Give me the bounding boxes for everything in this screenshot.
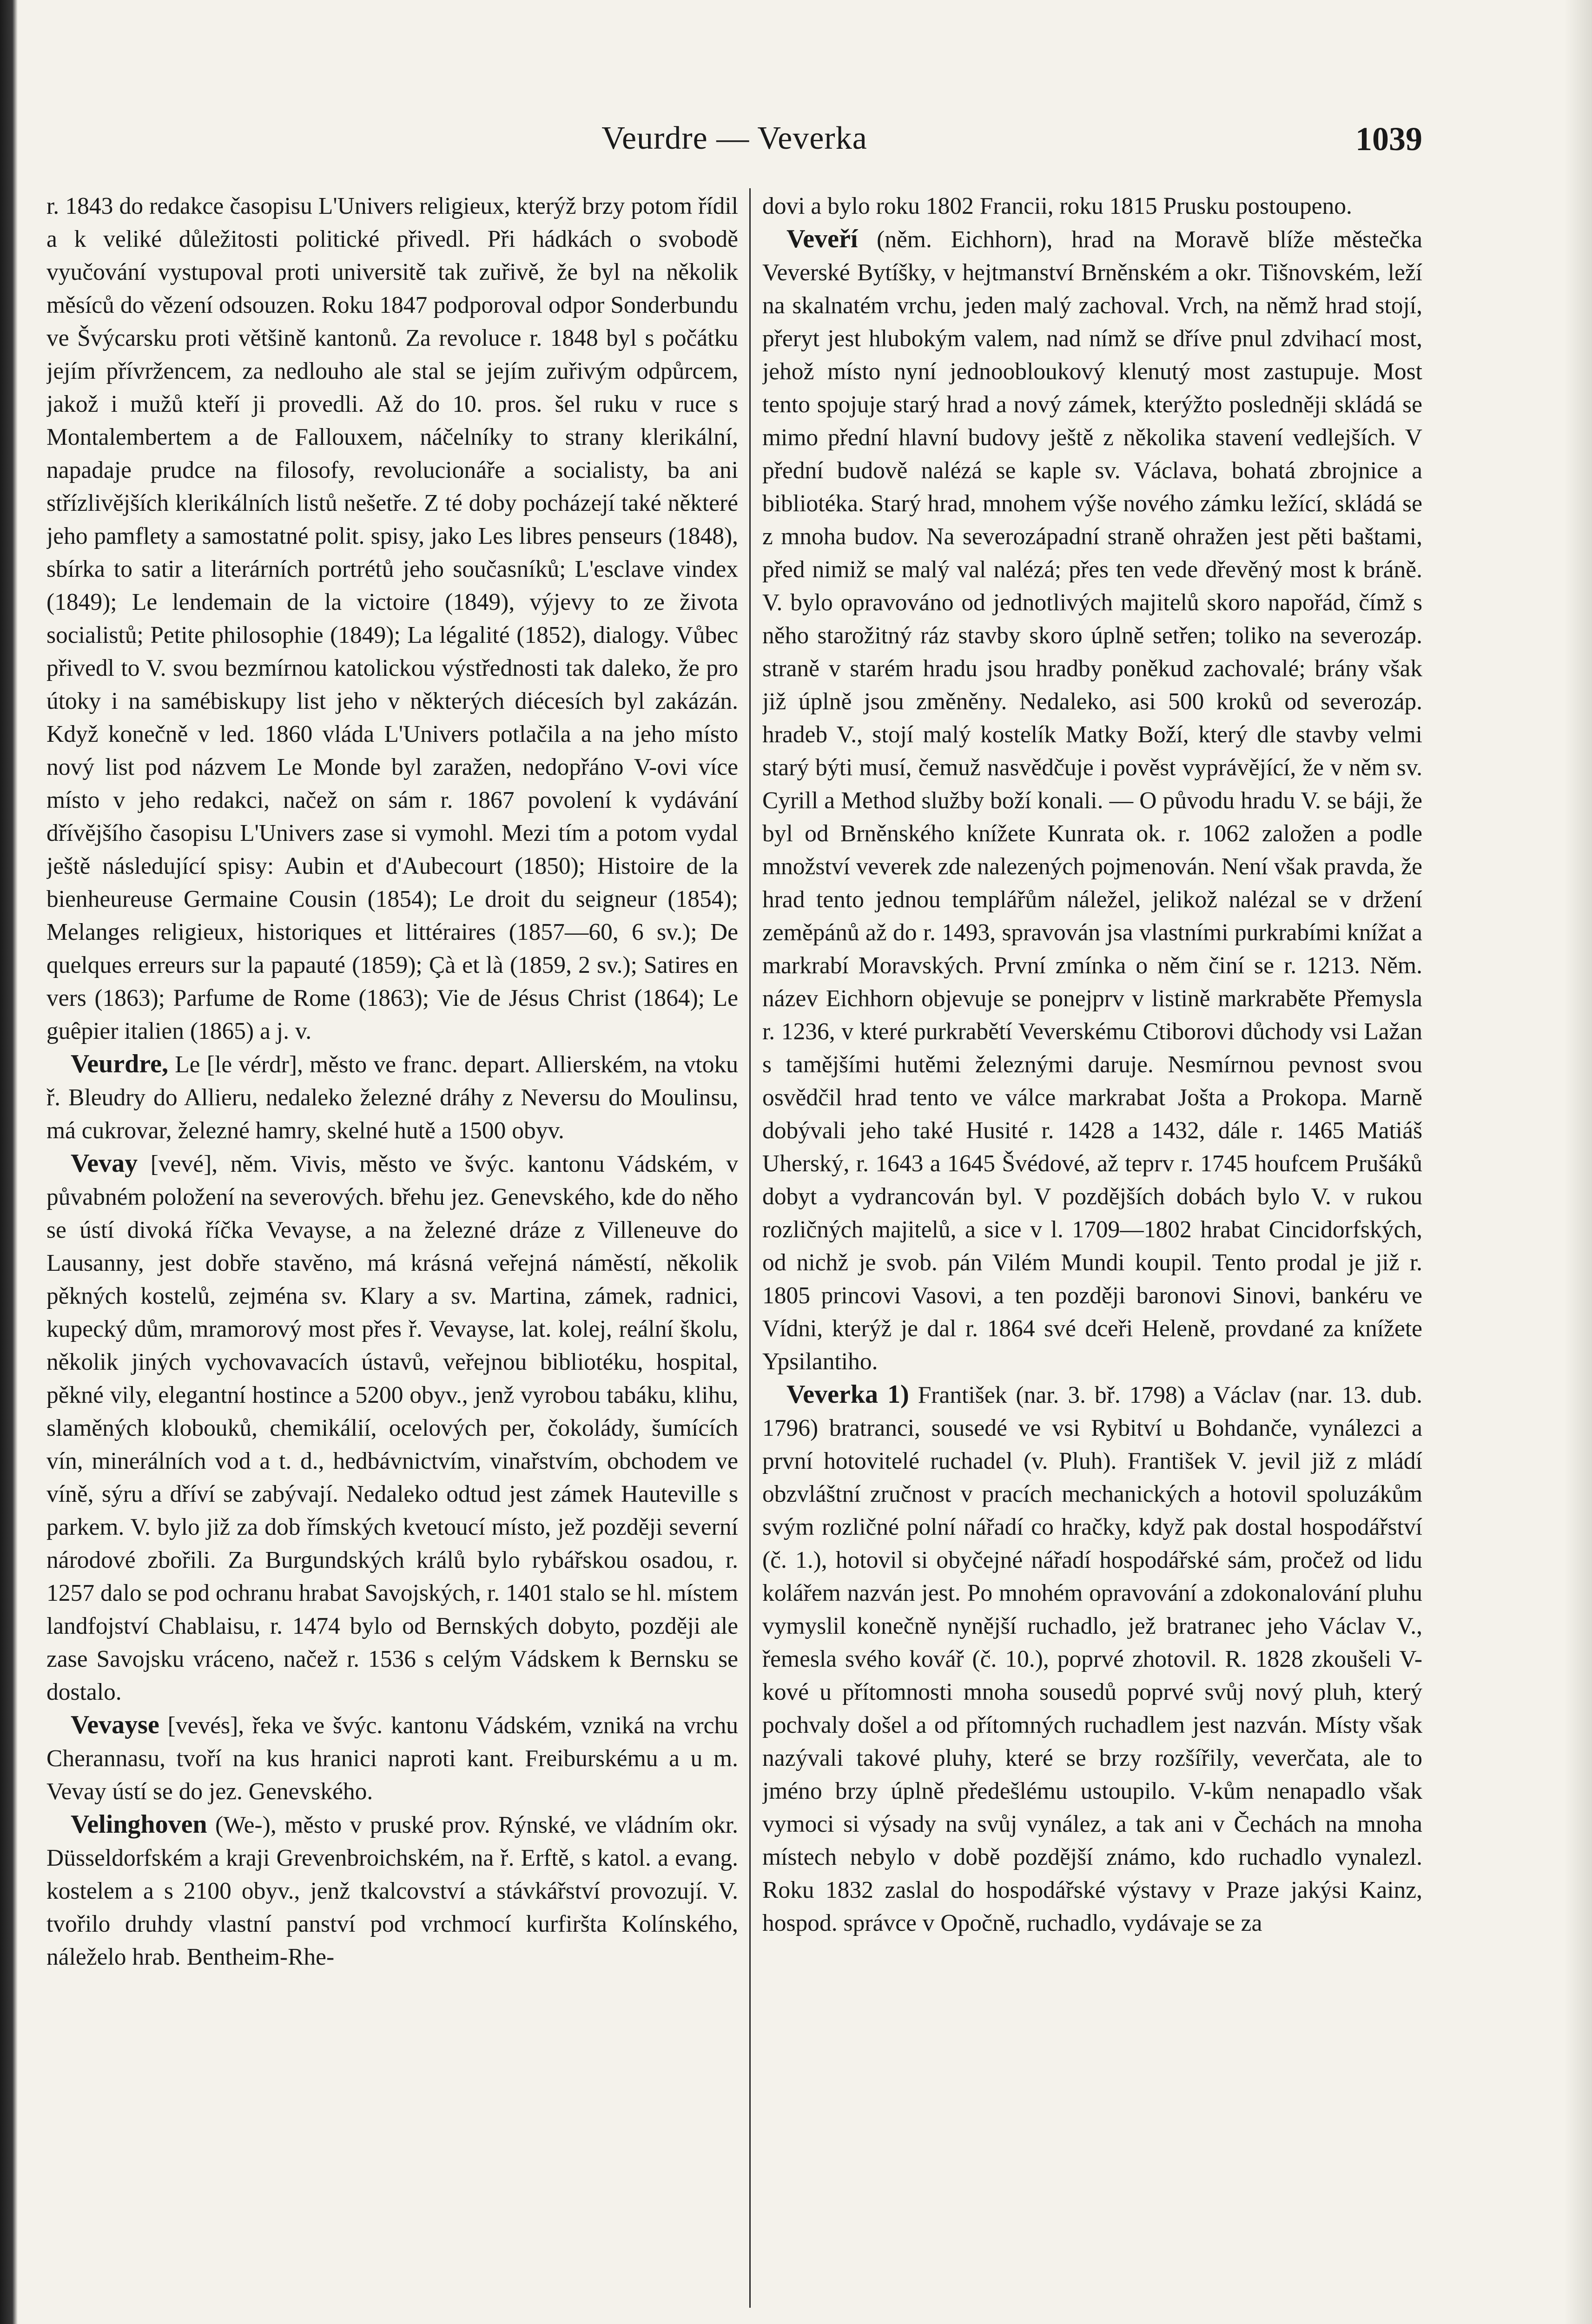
entry-vevayse [46,1709,738,1808]
column-divider [749,188,751,2308]
entry-veverka-text: František (nar. 3. bř. 1798) a Václav (nar. 13. dub. 1796) bratranci, sousedé ve vsi Rybitví u Bohdanče, vynálezci a první hotovitelé ruchadel (v. Pluh). František V. jevil již z mládí obzvláštní zručnost v pracích mechanických a hotovil spoluzákům svým rozličné polní nářadí co hračky, když pak dostal hospodářství (č. 1.), hotovil si obyčejné nářadí hospodářské sám, pročež od lidu kolářem nazván jest. Po mnohém opravování a zdokonalování pluhu vymyslil konečně nynější ruchadlo, jež bratranec jeho Václav V., řemesla svého kovář (č. 10.), poprvé zhotovil. R. 1828 zkoušeli V-kové u přítomnosti mnoha sousedů poprvé svůj nový pluh, který pochvaly došel a od přítomných ruchadlem jest nazván. Místy však nazývali takové pluhy, které se brzy rozšířily, veverčata, ale to jméno brzy úplně předešlému ustoupilo. V-kům nenapadlo však vymoci si výsady na svůj vynález, a tak ani v Čechách na mnoha místech nebylo v době pozdější známo, kdo ruchadlo vynalezl. Roku 1832 zaslal do hospodářské výstavy v Praze jakýsi Kainz, hospod. správce v Opočně, ruchadlo, vydávaje se za [762,1382,1422,1936]
entry-veveri [762,223,1422,1378]
entry-veveri-text: (něm. Eichhorn), hrad na Moravě blíže městečka Veverské Bytíšky, v hejtmanství Brněnském a okr. Tišnovském, leží na skalnatém vrchu, jeden malý zachoval. Vrch, na němž hrad stojí, přeryt jest hlubokým valem, nad nímž se dříve pnul zdvihací most, jehož místo nyní jednoobloukový klenutý most zastupuje. Most tento spojuje starý hrad a nový zámek, kterýžto posledněji skládá se mimo přední hlavní budovy ještě z několika stavení vedlejších. V přední budově nalézá se kaple sv. Václava, bohatá zbrojnice a bibliotéka. Starý hrad, mnohem výše nového zámku ležící, skládá se z mnoha budov. Na severozápadní straně ohražen jest pěti baštami, před nimiž se malý val nalézá; přes ten vede dřevěný most k bráně. V. bylo opravováno od jednotlivých majitelů skoro napořád, čímž s něho starožitný ráz stavby skoro úplně setřen; toliko na severozáp. straně v starém hradu jsou hradby poněkud zachovalé; brány však již úplně jsou změněny. Nedaleko, asi 500 kroků od severozáp. hradeb V., stojí malý kostelík Matky Boží, který dle stavby velmi starý býti musí, čemuž nasvědčuje i pověst vyprávějící, že v něm sv. Cyrill a Method služby boží konali. — O původu hradu V. se báji, že byl od Brněnského knížete Kunrata ok. r. 1062 založen a podle množství veverek zde nalezených pojmenován. Není však pravda, že hrad tento jednou templářům náležel, jelikož nalézal se v držení zeměpánů až do r. 1493, spravován jsa vlastními purkrabími knížat a markrabí Moravských. První zmínka o něm činí se r. 1213. Něm. název Eichhorn objevuje se ponejprv v listině markraběte Přemysla r. 1236, v které purkrabětí Veverskému Ctiborovi důchody vsi Lažan s tamějšími hutěmi železnými daruje. Nesmírnou pevnost svou osvědčil hrad tento ve válce markrabat Jošta a Prokopa. Marně dobývali jeho také Husité r. 1428 a 1432, dále r. 1465 Matiáš Uherský, r. 1643 a 1645 Švédové, až teprv r. 1745 houfcem Prušáků dobyt a vydrancován byl. V pozdějších dobách bylo V. v rukou rozličných majitelů, a sice v l. 1709—1802 hrabat Cincidorfských, od nichž je svob. pán Vilém Mundi koupil. Tento prodal je již r. 1805 princovi Vasovi, a ten později baronovi Sinovi, bankéru ve Vídni, kterýž je dal r. 1864 své dceři Heleně, provdané za knížete Ypsilantiho. [762,226,1422,1375]
entry-velinghoven-text: (We-), město v pruské prov. Rýnské, ve vládním okr. Düsseldorfském a kraji Grevenbroichském, na ř. Erftě, s katol. a evang. kostelem a s 2100 obyv., jenž tkalcovství a stávkářství provozují. V. tvořilo druhdy vlastní panství pod vrchmocí kurfiršta Kolínského, náleželo hrab. Bentheim-Rhe- [46,1812,738,1970]
page-header [46,120,1422,171]
entry-veurdre [46,1048,738,1147]
running-title: Veurdre — Veverka [601,120,867,156]
entry-vevay [46,1147,738,1709]
entry-velinghoven [46,1808,738,1974]
headword-veurdre: Veurdre, [71,1050,168,1078]
headword-veveri: Veveří [786,224,858,253]
headword-velinghoven: Velinghoven [71,1810,207,1839]
scan-edge-shadow [0,0,18,2324]
scan-edge-margin [1564,0,1592,2324]
univers-entry-continuation: r. 1843 do redakce časopisu L'Univers religieux, kterýž brzy potom řídil a k veliké důležitosti politické přivedl. Při hádkách o svobodě vyučování vystupoval proti universitě tak zuřivě, že byl na několik měsíců do vězení odsouzen. Roku 1847 podporoval odpor Sonderbundu ve Švýcarsku proti většině kantonů. Za revoluce r. 1848 byl s počátku jejím přívržencem, za nedlouho ale stal se jejím zuřivým odpůrcem, jakož i mužů kteří ji provedli. Až do 10. pros. šel ruku v ruce s Montalembertem a de Fallouxem, náčelníky to strany klerikální, napadaje prudce na filosofy, revolucionáře a socialisty, ba ani střízlivějších klerikálních listů nešetře. Z té doby pocházejí také některé jeho pamflety a samostatné polit. spisy, jako Les libres penseurs (1848), sbírka to satir a literárních portrétů jeho současníků; L'esclave vindex (1849); Le lendemain de la victoire (1849), výjevy to ze života socialistů; Petite philosophie (1849); La légalité (1852), dialogy. Vůbec přivedl to V. svou bezmírnou katolickou výstřednosti tak daleko, že pro útoky i na samébiskupy list jeho v některých diécesích byl zakázán. Když konečně v led. 1860 vláda L'Univers potlačila a na jeho místo nový list pod názvem Le Monde byl zaražen, nedopřáno V-ovi více místo v jeho redakci, načež on sám r. 1867 povolení k vydávání dřívějšího časopisu L'Univers zase si vymohl. Mezi tím a potom vydal ještě následující spisy: Aubin et d'Aubecourt (1850); Histoire de la bienheureuse Germaine Cousin (1854); Le droit du seigneur (1854); Melanges religieux, historiques et littéraires (1857—60, 6 sv.); De quelques erreurs sur la papauté (1859); Çà et là (1859, 2 sv.); Satires en vers (1863); Parfume de Rome (1863); Vie de Jésus Christ (1864); Le guêpier italien (1865) a j. v. [46,193,738,1044]
page-number: 1039 [1355,120,1422,158]
headword-veverka: Veverka 1) [786,1380,909,1409]
entry-veverka [762,1378,1422,1940]
headword-vevayse: Vevayse [71,1710,159,1739]
velinghoven-continuation: dovi a bylo roku 1802 Francii, roku 1815 Prusku postoupeno. [762,193,1352,219]
entry-vevayse-text: [vevés], řeka ve švýc. kantonu Vádském, vzniká na vrchu Cherannasu, tvoří na kus hranici naproti kant. Freiburskému a u m. Vevay ústí se do jez. Genevského. [46,1712,738,1805]
entry-veurdre-text: Le [le vérdr], město ve franc. depart. Allierském, na vtoku ř. Bleudry do Allieru, nedaleko železné dráhy z Neversu do Moulinsu, má cukrovar, železné hamry, skelné hutě a 1500 obyv. [46,1051,738,1144]
entry-vevay-text: [vevé], něm. Vivis, město ve švýc. kantonu Vádském, v půvabném položení na severových. břehu jez. Genevského, kde do něho se ústí divoká říčka Vevayse, a na železné dráze z Villeneuve do Lausanny, jest dobře stavěno, má krásná veřejná náměstí, několik pěkných kostelů, zejména sv. Klary a sv. Martina, zámek, radnici, kupecký dům, mramorový most přes ř. Vevayse, lat. kolej, reální školu, několik jiných vychovavacích ústavů, veřejnou bibliotéku, hospital, pěkné vily, elegantní hostince a 5200 obyv., jenž vyrobou tabáku, klihu, slaměných klobouků, chemikálií, ocelových per, čokolády, šumících vín, minerálních vod a t. d., hedbávnictvím, vinařstvím, obchodem ve víně, sýru a dříví se zabývají. Nedaleko odtud jest zámek Hauteville s parkem. V. bylo již za dob římských kvetoucí místo, jež později severní národové zbořili. Za Burgundských králů bylo rybářskou osadou, r. 1257 dalo se pod ochranu hrabat Savojských, r. 1401 stalo se hl. místem landfojství Chablaisu, r. 1474 bylo od Bernských dobyto, později ale zase Savojsku vráceno, načež r. 1536 s celým Vádskem k Bernsku se dostalo. [46,1151,738,1705]
left-column [46,190,738,2318]
right-column [762,190,1422,2318]
headword-vevay: Vevay [71,1149,138,1178]
